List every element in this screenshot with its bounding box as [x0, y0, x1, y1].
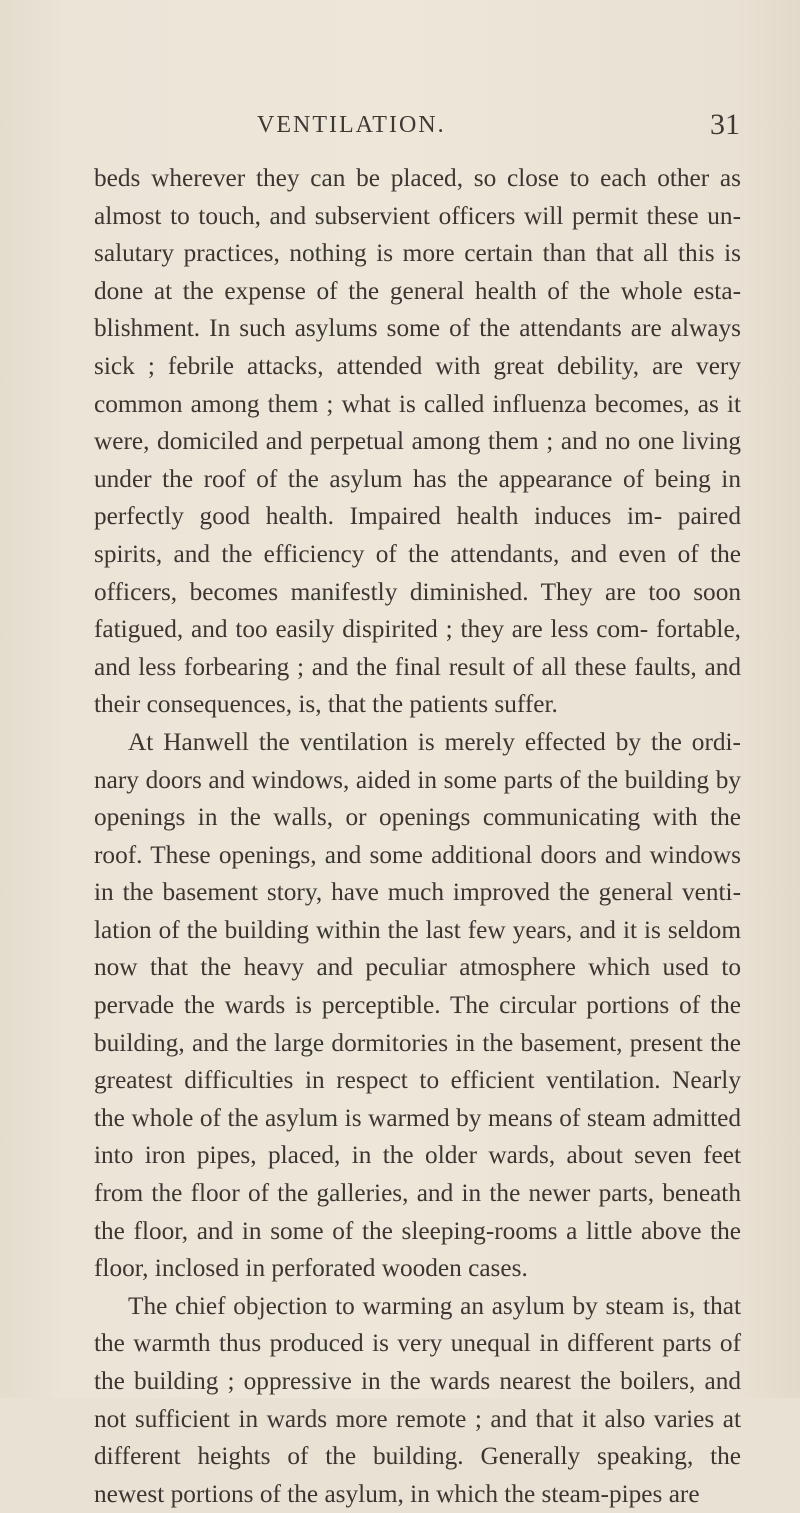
running-title: VENTILATION. — [257, 112, 446, 138]
paragraph-continued: beds wherever they can be placed, so close to each other as almost to touch, and subservient officers will permit these un- salutary practices, nothing is more certain than that all this is done at the expense of the general health of the whole esta- blishment. In such asylums some of the attendants are always sick ; febrile attacks, attended with great debility, are very common among them ; what is called influenza becomes, as it were, domiciled and perpetual among them ; and no one living under the roof of the asylum has the appearance of being in perfectly good health. Impaired health induces im- paired spirits, and the efficiency of the attendants, and even of the officers, becomes manifestly diminished. They are too soon fatigued, and too easily dispirited ; they are less com- fortable, and less forbearing ; and the final result of all these faults, and their consequences, is, that the patients suffer. — [94, 164, 741, 719]
page-number: 31 — [710, 108, 740, 141]
running-head — [0, 108, 800, 148]
paragraph-steam-warming: The chief objection to warming an asylum by steam is, that the warmth thus produced is very unequal in different parts of the building ; oppressive in the wards nearest the boilers, and not sufficient in wards more remote ; and that it also varies at different heights of the building. Generally speaking, the newest portions of the asylum, in which the steam-pipes are — [94, 1291, 741, 1508]
body-text — [94, 160, 741, 1513]
paragraph-hanwell-ventilation: At Hanwell the ventilation is merely effected by the ordi- nary doors and windows, aided in some parts of the building by openings in the walls, or openings communicating with the roof. These openings, and some additional doors and windows in the basement story, have much improved the general venti- lation of the building within the last few years, and it is seldom now that the heavy and peculiar atmosphere which used to pervade the wards is perceptible. The circular portions of the building, and the large dormitories in the basement, present the greatest difficulties in respect to efficient ventilation. Nearly the whole of the asylum is warmed by means of steam admitted into iron pipes, placed, in the older wards, about seven feet from the floor of the galleries, and in the newer parts, beneath the floor, and in some of the sleeping-rooms a little above the floor, inclosed in perforated wooden cases. — [94, 727, 741, 1283]
